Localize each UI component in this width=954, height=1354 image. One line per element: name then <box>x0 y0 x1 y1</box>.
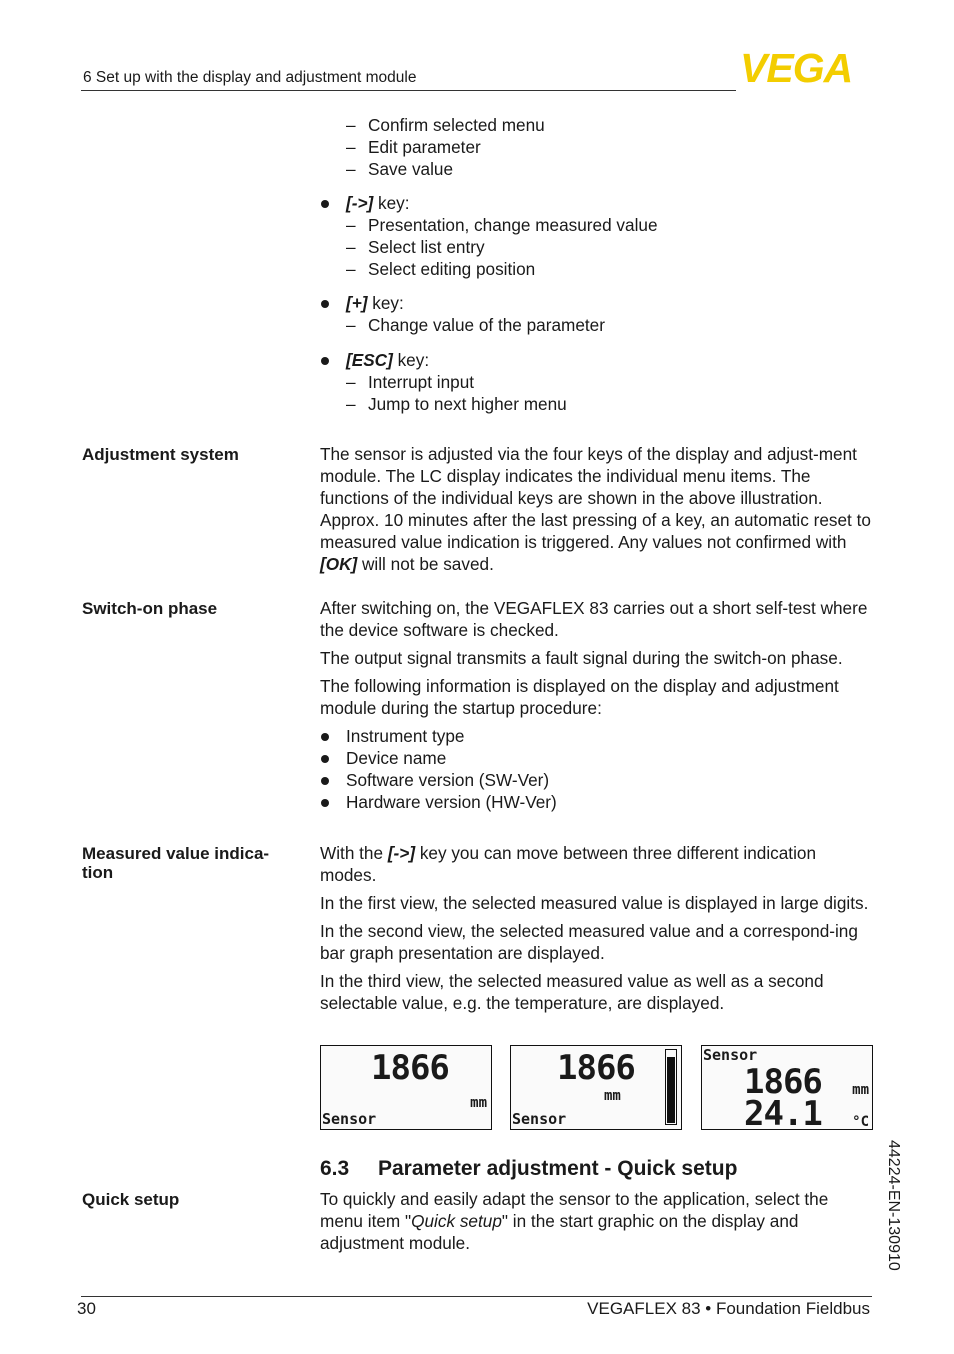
paragraph: In the first view, the selected measured value is displayed in large digits. <box>320 893 869 913</box>
text-run: " in the start graphic on the display and adjustment module. <box>320 1211 799 1253</box>
text-run: To quickly and easily adapt the sensor to the application, select the menu item " <box>320 1189 829 1231</box>
section-heading <box>320 1156 737 1182</box>
display-value-2: 24.1 <box>744 1094 822 1134</box>
key-suffix: key: <box>373 193 410 213</box>
arrow-key-heading <box>320 192 880 214</box>
display-value: 1866 <box>744 1062 822 1102</box>
adjustment-system-label: Adjustment system <box>82 445 239 464</box>
list-item: Instrument type <box>320 725 872 747</box>
document-code: 44224-EN-130910 <box>885 1140 902 1271</box>
adjustment-text-end: will not be saved. <box>357 554 494 574</box>
key-suffix: key: <box>392 350 430 370</box>
quick-setup-text <box>320 1188 860 1254</box>
display-view-3 <box>701 1045 873 1134</box>
display-unit: mm <box>852 1082 869 1098</box>
list-item: – Interrupt input <box>320 371 880 393</box>
arrow-key-name: [->] <box>387 843 416 863</box>
display-unit: mm <box>470 1095 487 1111</box>
page-number: 30 <box>77 1299 96 1318</box>
section-title: Parameter adjustment - Quick setup <box>378 1157 738 1180</box>
display-unit-2: °C <box>852 1114 869 1130</box>
paragraph: After switching on, the VEGAFLEX 83 carries out a short self-test where the device software is checked. <box>320 598 868 640</box>
header-rule <box>81 90 736 91</box>
menu-item-name: Quick setup <box>411 1211 502 1231</box>
key-suffix: key: <box>367 293 404 313</box>
paragraph: The output signal transmits a fault signal during the switch-on phase. <box>320 648 843 668</box>
header-section-title: 6 Set up with the display and adjustment module <box>83 69 417 86</box>
measured-value-label: Measured value indica-tion <box>82 844 270 882</box>
plus-key-block <box>320 292 880 336</box>
logo-text: VEGA <box>740 50 853 86</box>
paragraph: In the third view, the selected measured value as well as a second selectable value, e.g. the temperature, are displayed. <box>320 971 824 1013</box>
display-value: 1866 <box>557 1048 635 1088</box>
list-item: – Save value <box>320 158 880 180</box>
list-item: – Select editing position <box>320 258 880 280</box>
vega-logo <box>740 50 874 86</box>
arrow-key-block <box>320 192 880 280</box>
measured-value-text <box>320 842 872 1014</box>
footer-rule <box>81 1296 872 1297</box>
list-item: – Select list entry <box>320 236 880 258</box>
switch-on-label: Switch-on phase <box>82 599 218 618</box>
display-label: Sensor <box>322 1110 377 1128</box>
bar-graph-fill <box>667 1057 675 1123</box>
display-view-2 <box>510 1045 682 1130</box>
arrow-key-name: [->] <box>346 193 374 213</box>
display-unit: mm <box>604 1088 621 1104</box>
adjustment-text: The sensor is adjusted via the four keys of the display and adjust-ment module. The LC display indicates the individual menu items. The functions of the individual keys are shown in the above illustration. Approx. 10 minutes after the last pressing of a key, an automatic reset to measured value indication is triggered. Any values not confirmed with <box>320 444 871 552</box>
list-item: – Edit parameter <box>320 136 880 158</box>
esc-key-heading <box>320 349 880 371</box>
ok-key-name: [OK] <box>320 554 358 574</box>
display-value: 1866 <box>371 1048 449 1088</box>
list-item: – Confirm selected menu <box>320 114 880 136</box>
list-item: – Presentation, change measured value <box>320 214 880 236</box>
esc-key-name: [ESC] <box>346 350 393 370</box>
text-run: key you can move between three different indication modes. <box>320 843 817 885</box>
list-item: Hardware version (HW-Ver) <box>320 791 872 813</box>
section-number: 6.3 <box>320 1157 350 1180</box>
list-item: – Jump to next higher menu <box>320 393 880 415</box>
paragraph: The following information is displayed on the display and adjustment module during the startup procedure: <box>320 676 839 718</box>
text-run: With the <box>320 843 388 863</box>
plus-key-name: [+] <box>346 293 368 313</box>
display-label: Sensor <box>703 1046 758 1064</box>
plus-key-heading <box>320 292 880 314</box>
list-item: Software version (SW-Ver) <box>320 769 872 791</box>
ok-key-list <box>320 114 880 180</box>
adjustment-system-text <box>320 443 876 575</box>
bar-graph <box>665 1049 677 1125</box>
paragraph <box>320 842 872 886</box>
esc-key-block <box>320 349 880 415</box>
quick-setup-label: Quick setup <box>82 1190 180 1209</box>
footer-title: VEGAFLEX 83 • Foundation Fieldbus <box>587 1299 870 1318</box>
display-view-1 <box>320 1045 492 1130</box>
switch-on-text <box>320 597 872 813</box>
display-label: Sensor <box>512 1110 567 1128</box>
list-item: – Change value of the parameter <box>320 314 880 336</box>
list-item: Device name <box>320 747 872 769</box>
paragraph: In the second view, the selected measured value and a correspond-ing bar graph presentation are displayed. <box>320 921 858 963</box>
